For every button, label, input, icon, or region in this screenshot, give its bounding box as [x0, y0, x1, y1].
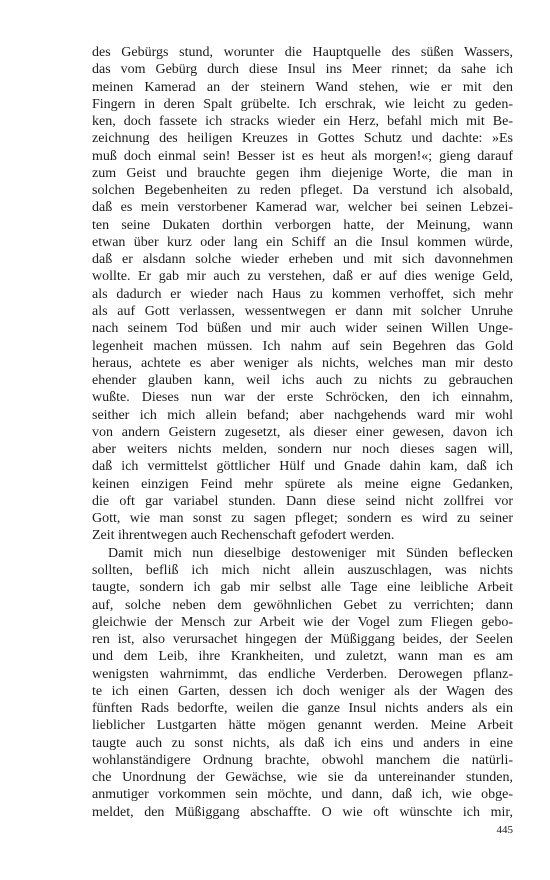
text-line: wenigsten wahrnimmt, das endliche Verderben. Derowegen pflanz- [92, 666, 513, 682]
paragraph [92, 545, 513, 821]
text-line: etwan über kurz oder lang ein Schiff an die Insul kommen würde, [92, 234, 513, 250]
text-line: taugte auch zu sonst nichts, als daß ich eins und anders in eine [92, 735, 513, 751]
text-line: meinen Kamerad an der steinern Wand stehen, wie er mit den [92, 79, 513, 95]
text-line: legenheit machen müssen. Ich nahm auf sein Begehren das Gold [92, 338, 513, 354]
text-line: lieblicher Lustgarten hätte mögen genannt werden. Meine Arbeit [92, 718, 513, 734]
text-line: Fingern in deren Spalt grübelte. Ich erschrak, wie leicht zu geden- [92, 96, 513, 112]
text-line: ehender glauben kann, weil ichs auch zu nichts zu gebrauchen [92, 373, 513, 389]
text-line: anmutiger vorkommen sein möchte, und dann, daß ich, wie obge- [92, 787, 513, 803]
text-line: che Unordnung der Gewächse, wie sie da untereinander stunden, [92, 770, 513, 786]
text-line: des Gebürgs stund, worunter die Hauptquelle des süßen Wassers, [92, 45, 513, 60]
text-line: te ich einen Garten, dessen ich doch weniger als der Wagen des [92, 683, 513, 699]
text-line: daß er alsdann solche wieder erheben und mit sich davonnehmen [92, 252, 513, 268]
text-line: wohlanständigere Ordnung brachte, obwohl manchem die natürli- [92, 752, 513, 768]
body-text [92, 44, 513, 821]
text-line: wußte. Dieses nun war der erste Schröcken, den ich einnahm, [92, 390, 513, 406]
text-line: nach seinem Tod büßen und mir auch wider seinen Willen Unge- [92, 321, 513, 337]
text-line: zeichnung des heiligen Kreuzes in Gottes Schutz und dachte: »Es [92, 131, 513, 147]
text-line: aber weiters nichts melden, sondern nur noch dieses sagen will, [92, 442, 513, 458]
text-line: ten seine Dukaten dorthin verborgen hatte, der Meinung, wann [92, 217, 513, 233]
text-line: daß ich vermittelst göttlicher Hülf und Gnade dahin kam, daß ich [92, 459, 513, 475]
text-line: fünften Rads bedorfte, weilen die ganze Insul nichts anders als ein [92, 701, 513, 717]
text-line: sollten, befliß ich mich nicht allein auszuschlagen, was nichts [92, 562, 513, 578]
text-line: taugte, sondern ich gab mir selbst alle Tage eine leibliche Arbeit [92, 580, 513, 596]
text-line: heraus, achtete es aber weniger als nichts, welches man mir desto [92, 355, 513, 371]
text-line: Damit mich nun dieselbige destoweniger mit Sünden beflecken [108, 545, 513, 561]
text-line: zum Geist und brauchte gegen ihm diejenige Worte, die man in [92, 165, 513, 181]
text-line: Gott, wie man sonst zu sagen pfleget; sondern es wird zu seiner [92, 511, 513, 527]
text-line: Zeit ihrentwegen auch Rechenschaft gefodert werden. [92, 528, 395, 544]
text-line: als auf Gott verlassen, wessentwegen er dann mit solcher Unruhe [92, 303, 513, 319]
text-line: gleichwie der Mensch zur Arbeit wie der Vogel zum Fliegen gebo- [92, 614, 513, 630]
text-line: muß doch einmal sein! Besser ist es heut als morgen!«; gieng darauf [92, 148, 513, 164]
text-line: das vom Gebürg durch diese Insul ins Meer rinnet; da sahe ich [92, 62, 513, 78]
text-line: die oft gar variabel stunden. Dann diese seind nicht zollfrei vor [92, 493, 513, 509]
text-line: daß es mein verstorbener Kamerad war, welcher bei seinen Lebzei- [92, 200, 513, 216]
text-line: solchen Begebenheiten zu reden pfleget. Da verstund ich alsobald, [92, 183, 513, 199]
text-line: ren ist, also verursachet hingegen der Müßiggang beides, der Seelen [92, 632, 513, 648]
text-line: auf, solche neben dem gewöhnlichen Gebet zu verrichten; dann [92, 597, 513, 613]
text-line: wollte. Er gab mir auch zu verstehen, daß er auf dies wenige Geld, [92, 269, 513, 285]
paragraph [92, 44, 513, 545]
text-line: seither ich mich allein befand; aber nachgehends ward mir wohl [92, 407, 513, 423]
text-line: und dem Leib, ihre Krankheiten, und zuletzt, wann man es am [92, 649, 513, 665]
text-line: ken, doch fassete ich stracks wieder ein Herz, befahl mich mit Be- [92, 114, 513, 130]
text-line: von andern Geistern zugesetzt, als dieser einer gewesen, davon ich [92, 424, 513, 440]
text-line: meldet, den Müßiggang abschaffte. O wie oft wünschte ich mir, [92, 804, 513, 820]
text-line: als dadurch er wieder nach Haus zu kommen verhoffet, sich mehr [92, 286, 513, 302]
page-number: 445 [496, 824, 513, 836]
text-line: keinen einzigen Feind mehr spürete als meine eigne Gedanken, [92, 476, 513, 492]
